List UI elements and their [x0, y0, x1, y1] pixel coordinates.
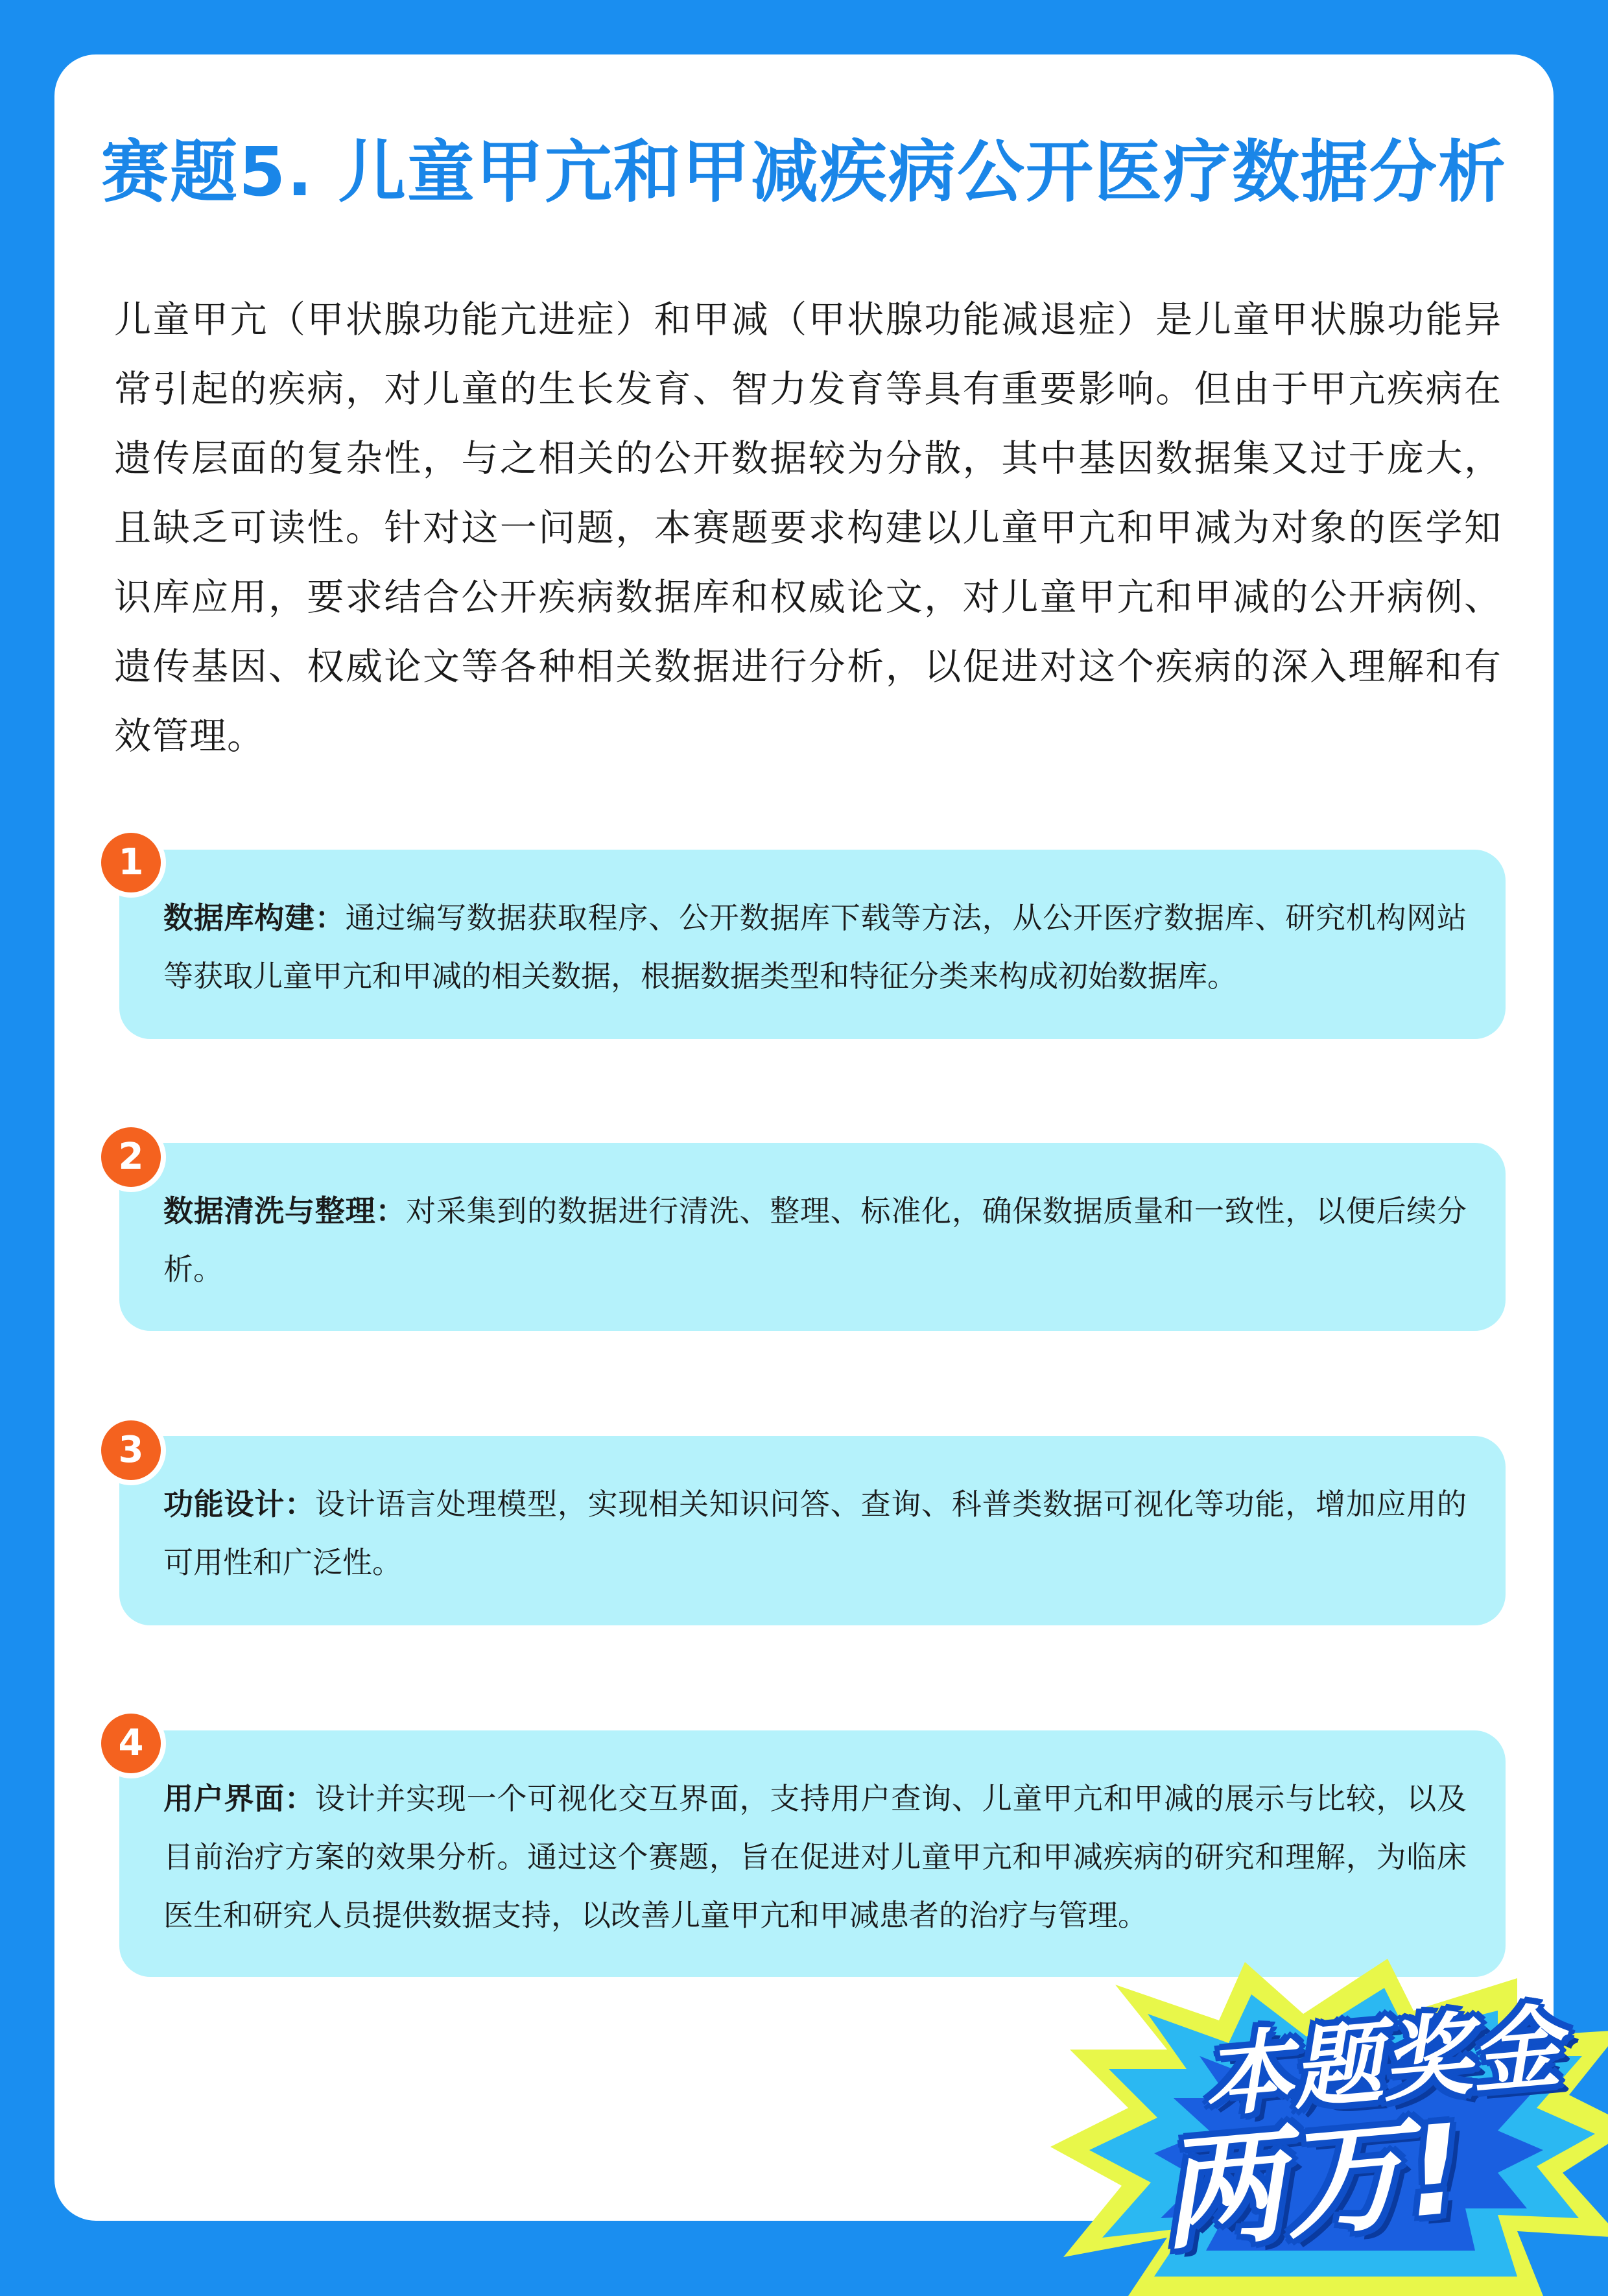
- prize-label: 本题奖金: [1198, 1994, 1565, 2130]
- number-badge-1: 1: [101, 833, 161, 892]
- task-item-4-body: 设计并实现一个可视化交互界面，支持用户查询、儿童甲亢和甲减的展示与比较，以及目前治疗方案的效果分析。通过这个赛题，旨在促进对儿童甲亢和甲减疾病的研究和理解，为临床医生和研究人员提供数据支持，以改善儿童甲亢和甲减患者的治疗与管理。: [163, 1781, 1467, 1933]
- task-item-2-text: [163, 1182, 1467, 1298]
- page-title: 赛题5. 儿童甲亢和甲减疾病公开医疗数据分析: [100, 132, 1508, 211]
- number-badge-3: 3: [101, 1420, 161, 1480]
- task-item-2-heading: 数据清洗与整理：: [163, 1193, 407, 1228]
- task-item-1-body: 通过编写数据获取程序、公开数据库下载等方法，从公开医疗数据库、研究机构网站等获取儿童甲亢和甲减的相关数据，根据数据类型和特征分类来构成初始数据库。: [163, 900, 1467, 994]
- number-badge-4: 4: [101, 1714, 161, 1773]
- task-item-2: [119, 1143, 1506, 1331]
- prize-amount: 两万!: [1155, 2098, 1469, 2267]
- task-item-3-heading: 功能设计：: [163, 1487, 315, 1522]
- task-item-3-text: [163, 1475, 1467, 1592]
- task-item-1-heading: 数据库构建：: [163, 900, 346, 935]
- intro-paragraph: 儿童甲亢（甲状腺功能亢进症）和甲减（甲状腺功能减退症）是儿童甲状腺功能异常引起的疾病，对儿童的生长发育、智力发育等具有重要影响。但由于甲亢疾病在遗传层面的复杂性，与之相关的公开数据较为分散，其中基因数据集又过于庞大，且缺乏可读性。针对这一问题，本赛题要求构建以儿童甲亢和甲减为对象的医学知识库应用，要求结合公开疾病数据库和权威论文，对儿童甲亢和甲减的公开病例、遗传基因、权威论文等各种相关数据进行分析，以促进对这个疾病的深入理解和有效管理。: [114, 298, 1502, 758]
- task-item-1-text: [163, 889, 1467, 1005]
- task-item-4: [119, 1730, 1506, 1977]
- task-item-4-text: [163, 1769, 1467, 1944]
- task-item-3: [119, 1436, 1506, 1625]
- task-item-3-body: 设计语言处理模型，实现相关知识问答、查询、科普类数据可视化等功能，增加应用的可用性和广泛性。: [163, 1487, 1467, 1580]
- task-item-1: [119, 850, 1506, 1039]
- number-badge-2: 2: [101, 1127, 161, 1187]
- task-item-2-body: 对采集到的数据进行清洗、整理、标准化，确保数据质量和一致性，以便后续分析。: [163, 1193, 1467, 1287]
- task-item-4-heading: 用户界面：: [163, 1781, 315, 1816]
